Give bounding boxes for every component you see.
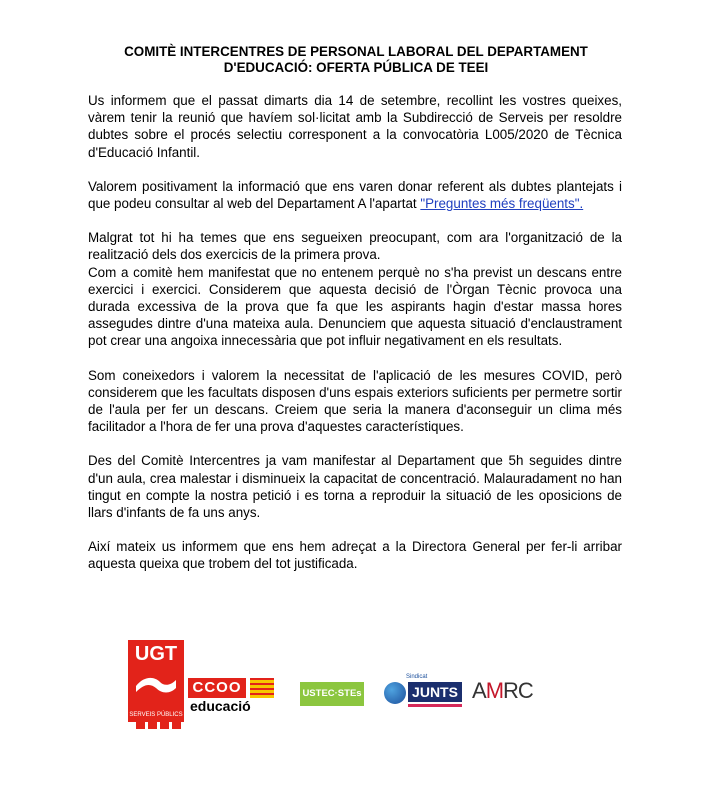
globe-icon <box>384 682 406 704</box>
ugt-logo-subtitle: SERVEIS PÚBLICS <box>129 712 183 718</box>
paragraph-5: Des del Comitè Intercentres ja vam manifestar al Departament que 5h seguides dintre d'un aula, crea malestar i disminueix la capacitat de concentració. Malauradament no han tingut en compte la nostra petició i es torna a reproduir la situació de les oposicions de llars d'infants de fa uns anys. <box>88 453 622 521</box>
paragraph-4: Som coneixedors i valorem la necessitat de l'aplicació de les mesures COVID, però considerem que les facultats disposen d'uns espais exteriors suficients per permetre sortir de l'aula per fer un descans. Creiem que seria la manera d'aconseguir un clima més facilitador a l'hora de fer una prova d'aquestes característiques. <box>88 367 622 435</box>
faq-link[interactable]: "Preguntes més freqüents". <box>420 196 584 212</box>
paragraph-1: Us informem que el passat dimarts dia 14 de setembre, recollint les vostres queixes, vàrem tenir la reunió que havíem sol·licitat amb la Subdirecció de Serveis per resoldre dubtes sobre el procés selectiu corresponent a la convocatòria L005/2020 de Tècnica d'Educació Infantil. <box>88 93 622 160</box>
junts-logo <box>384 674 464 714</box>
amrc-logo-text: AMRC <box>472 678 533 703</box>
paragraph-2-text: Valorem positivament la informació que ens varen donar referent als dubtes plantejats i que podeu consultar al web del Departament A l'apartat <box>88 178 622 212</box>
union-logos <box>128 640 548 740</box>
junts-underline <box>408 704 462 707</box>
ugt-logo-text: UGT <box>134 643 178 665</box>
catalan-flag-icon <box>250 678 274 698</box>
handshake-icon <box>134 668 178 698</box>
title-line-1: COMITÈ INTERCENTRES DE PERSONAL LABORAL DEL DEPARTAMENT <box>124 44 588 59</box>
ccoo-logo-subtitle: educació <box>190 698 251 714</box>
paragraph-3a: Malgrat tot hi ha temes que ens segueixen preocupant, com ara l'organització de la realització dels dos exercicis de la primera prova. <box>88 230 622 263</box>
ugt-logo <box>128 640 184 722</box>
paragraph-3b: Com a comitè hem manifestat que no entenem perquè no s'ha previst un descans entre exercici i exercici. Considerem que aquesta decisió de l'Òrgan Tècnic provoca una durada excessiva de la prova que fa que les aspirants hagin d'estar massa hores assegudes dintre d'una mateixa aula. Denunciem que aquesta situació d'enclaustrament pot crear una angoixa innecessària que pot influir negativament en els resultats. <box>88 264 622 349</box>
junts-logo-small-text: Sindicat <box>406 674 428 680</box>
document-title <box>86 44 626 76</box>
amrc-logo <box>472 674 532 714</box>
ccoo-logo <box>188 678 276 738</box>
paragraph-6: Així mateix us informem que ens hem adreçat a la Directora General per fer-li arribar aquesta queixa que trobem del tot justificada. <box>88 539 622 572</box>
ccoo-dots <box>136 721 184 729</box>
ccoo-logo-text: CCOO <box>188 678 246 698</box>
junts-logo-text: JUNTS <box>408 682 462 702</box>
title-line-2: D'EDUCACIÓ: OFERTA PÚBLICA DE TEEI <box>223 60 489 75</box>
document-body <box>88 92 622 590</box>
paragraph-2 <box>88 178 622 212</box>
ustec-logo: USTEC·STEs <box>300 682 364 706</box>
